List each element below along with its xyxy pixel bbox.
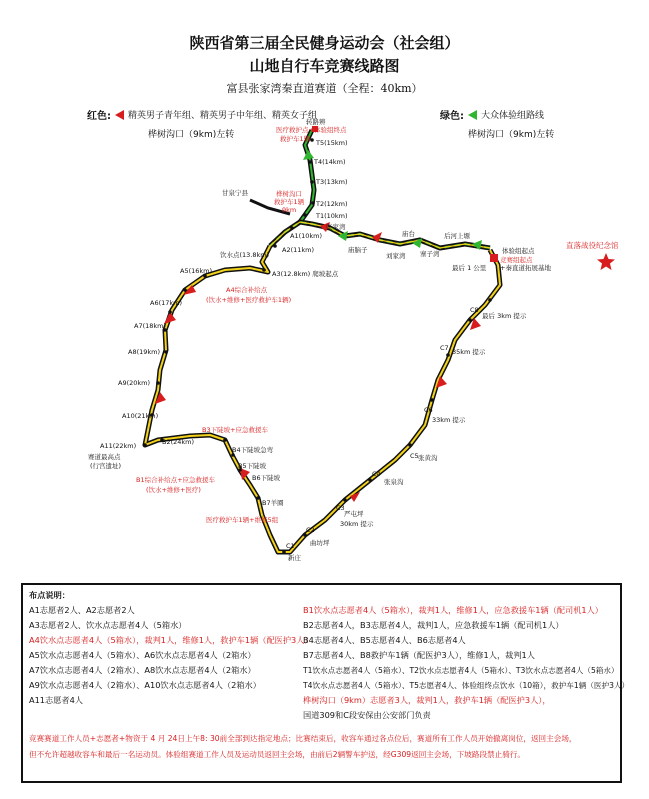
- label-a7: A7(18km): [134, 322, 167, 330]
- info-panel: [21, 583, 630, 783]
- label-c2: C2: [306, 526, 315, 534]
- info-left-0: A1志愿者2人、A2志愿者2人: [29, 605, 135, 615]
- label-a4-2: (饮水+维修+医疗救护车1辆): [206, 296, 292, 304]
- label-liujiawan: 刘家湾: [386, 252, 406, 260]
- legend-red-label: 红色:: [87, 111, 111, 122]
- label-c3: C3: [336, 504, 345, 512]
- label-last1km: 最后 1 公里: [452, 264, 487, 272]
- label-c7-km: 35km 提示: [452, 348, 486, 356]
- label-a2: A2(11km): [282, 246, 315, 254]
- info-left-1: A3志愿者2人、饮水点志愿者4人（5箱水）: [29, 620, 187, 630]
- label-b6: B6下陡坡: [252, 474, 281, 482]
- label-memorial: 直落战役纪念馆: [566, 241, 619, 250]
- label-ganquan: 甘泉宁县: [222, 189, 248, 197]
- label-a9: A9(20km): [118, 379, 151, 387]
- legend-green-text: 大众体验组路线: [481, 111, 545, 121]
- label-huashu1: 桦树沟口: [276, 190, 302, 198]
- route-loop-outer: [145, 246, 500, 552]
- label-t5-note2: 救护车1辆: [280, 135, 311, 143]
- label-c1: C1: [286, 542, 295, 550]
- map-title-line1: 陕西省第三届全民健身运动会（社会组）: [189, 34, 460, 52]
- label-yinshui: 饮水点(13.8km): [220, 251, 270, 259]
- label-a8: A8(19km): [128, 348, 161, 356]
- label-b5: B5下陡坡: [238, 462, 267, 470]
- label-c4-place: 张泉沟: [384, 478, 404, 486]
- info-right-5: T4饮水点志愿者4人（5箱水）、T5志愿者4人、体验组终点饮水（10箱），救护车1辆（医护3人）: [303, 681, 630, 690]
- label-houhe: 后河上塬: [444, 232, 470, 240]
- label-a11: A11(22km): [100, 442, 137, 450]
- legend-red-text: 精英男子青年组、精英男子中年组、精英女子组: [128, 111, 318, 121]
- label-start-green: 体验组起点: [502, 247, 535, 255]
- label-b8: 医疗救护车1辆+维修5组: [206, 516, 279, 524]
- info-right-6: 桦树沟口（9km）志愿者3人，裁判1人，救护车1辆（配医护3人），: [303, 695, 551, 705]
- label-highest1: 赛道最高点: [88, 453, 121, 461]
- label-b1-1: B1综合补给点+应急救援车: [136, 476, 216, 484]
- label-a1: A1(10km): [290, 232, 323, 240]
- label-b3: B3下陡坡+应急救援车: [202, 426, 269, 434]
- info-bottom-2: 但不允许超越收容车和最后一名运动员。体验组赛道工作人员及运动员返回主会场，由前后2辆警车护送，经G309返回主会场，下坡路段禁止骑行。: [29, 750, 526, 759]
- label-c3-place: 严屯坪: [344, 510, 364, 518]
- info-right-7: 国道309和C段安保由公安部门负责: [303, 710, 431, 720]
- label-c8: C8: [470, 306, 479, 314]
- left-turn-note: 桦树沟口（9km)左转: [148, 130, 235, 140]
- legend-green-label: 绿色:: [440, 111, 464, 122]
- label-a3: A3(12.8km) 爬坡起点: [272, 270, 339, 278]
- label-b4: B4下陡坡急弯: [232, 446, 274, 454]
- label-t2: T2(12km): [316, 200, 348, 208]
- info-left-6: A11志愿者4人: [29, 695, 83, 705]
- label-t5: T5(15km): [316, 139, 348, 147]
- label-start-red: 竞赛组起点: [500, 256, 533, 264]
- info-left-4: A7饮水点志愿者4人（2箱水）、A8饮水点志愿者4人（2箱水）: [29, 665, 256, 675]
- label-huashu2: 救护车1辆: [274, 198, 305, 206]
- start-marker-red: [490, 254, 498, 262]
- info-left-3: A5饮水点志愿者4人（5箱水）、A6饮水点志愿者4人（2箱水）: [29, 650, 256, 660]
- memorial-star-icon: [597, 253, 615, 270]
- label-dingtai: 庙台: [402, 230, 415, 238]
- label-finish-area: +秦直道拓展基地: [500, 264, 551, 272]
- label-c4: C4: [372, 470, 381, 478]
- label-c6: C6: [424, 406, 433, 414]
- label-c1-place: 新庄: [288, 554, 301, 562]
- label-highest2: (行宫遗址): [90, 462, 122, 470]
- label-c7: C7: [440, 344, 449, 352]
- label-t5-turn: 转路辨: [306, 118, 326, 126]
- route-loop-inner: [145, 246, 500, 552]
- info-left-2: A4饮水点志愿者4人（5箱水），裁判1人，维修1人，救护车1辆（配医护3人）: [29, 635, 313, 645]
- info-right-3: B7志愿者4人、B8救护车1辆（配医护3人），维修1人，裁判1人: [303, 650, 535, 660]
- label-a10: A10(21km): [122, 412, 159, 420]
- label-c2-place: 曲坊坪: [310, 539, 330, 547]
- info-right-0: B1饮水点志愿者4人（5箱水），裁判1人，维修1人，应急救援车1辆（配司机1人）: [303, 605, 603, 615]
- label-zhaitai: 寨子湾: [420, 250, 440, 258]
- info-right-4: T1饮水点志愿者4人（5箱水）、T2饮水点志愿者4人（5箱水）、T3饮水点志愿者4人（5箱水）: [303, 666, 619, 675]
- label-c8-km: 最后 3km 提示: [482, 312, 527, 320]
- label-huashu3: 9km: [282, 206, 297, 214]
- label-b7: B7羊圈: [262, 499, 284, 507]
- label-c6-km: 33km 提示: [432, 416, 466, 424]
- right-turn-note: 桦树沟口（9km)左转: [468, 130, 555, 140]
- label-a5: A5(16km): [180, 267, 213, 275]
- info-left-5: A9饮水点志愿者4人（2箱水）、A10饮水点志愿者4人（2箱水）: [29, 680, 261, 690]
- info-heading: 布点说明：: [29, 590, 70, 600]
- info-right-1: B2志愿者4人，B3志愿者4人，裁判1人，应急救援车1辆（配司机1人）: [303, 620, 564, 630]
- label-a6: A6(17km): [150, 299, 183, 307]
- label-miaobao: 庙脑子: [348, 246, 368, 254]
- label-zhangjiawan: 张家湾: [326, 223, 346, 231]
- label-t3: T3(13km): [316, 178, 348, 186]
- map-title-line3: 富县张家湾秦直道赛道（全程：40km）: [226, 82, 423, 95]
- label-c5: C5: [410, 452, 419, 460]
- label-b1-2: (饮水+维修+医疗): [146, 486, 201, 494]
- map-title-line2: 山地自行车竞赛线路图: [249, 57, 400, 75]
- label-c5-place: 张黄沟: [418, 454, 438, 462]
- label-t4: T4(14km): [314, 158, 346, 166]
- label-t5-note1: 医疗救护点+体验组终点: [276, 126, 347, 134]
- label-t1: T1(10km): [316, 212, 348, 220]
- info-bottom-1: 竞赛赛道工作人员+志愿者+物资于 4 月 24日上午8: 30前全部到达指定地点；比赛结束后，收容车通过各点位后，赛道所有工作人员开始撤离岗位，返回主会场，: [29, 734, 577, 743]
- label-b2: B2(24km): [162, 438, 195, 446]
- label-a4-1: A4综合补给点: [226, 286, 268, 294]
- label-c3-km: 30km 提示: [340, 520, 374, 528]
- info-right-2: B4志愿者4人、B5志愿者4人、B6志愿者4人: [303, 635, 466, 645]
